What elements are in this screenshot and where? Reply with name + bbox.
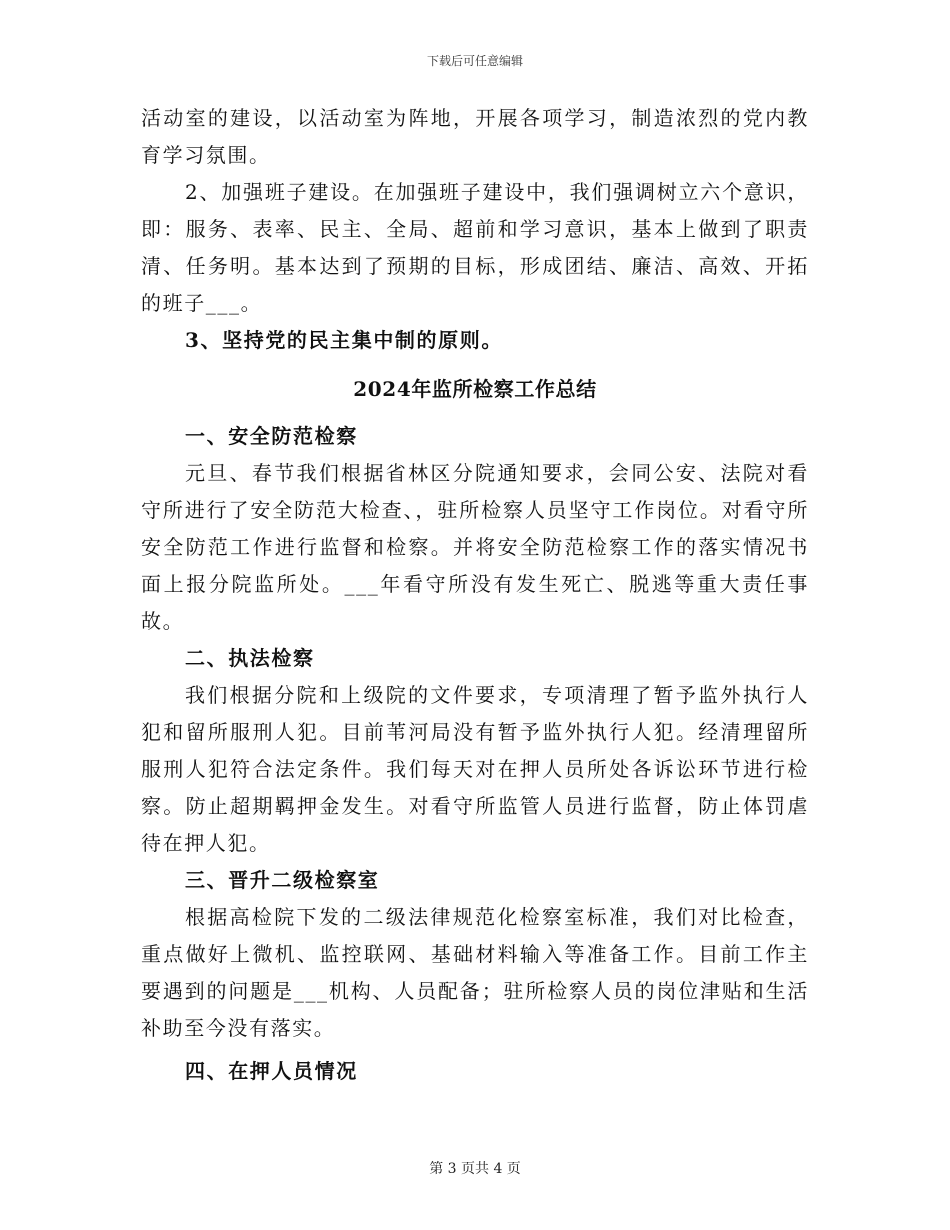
document-body [141, 100, 809, 1090]
document-title: 2024年监所检察工作总结 [353, 377, 597, 401]
section-heading-detainees: 四、在押人员情况 [185, 1059, 358, 1083]
section-heading-safety: 一、安全防范检察 [185, 424, 358, 448]
section-heading-upgrade: 三、晋升二级检察室 [185, 868, 380, 892]
paragraph-team-building: 2、加强班子建设。在加强班子建设中，我们强调树立六个意识，即：服务、表率、民主、全局、超前和学习意识，基本上做到了职责清、任务明。基本达到了预期的目标，形成团结、廉洁、高效、开拓的班子___。 [141, 180, 809, 315]
section-body-upgrade: 根据高检院下发的二级法律规范化检察室标准，我们对比检查，重点做好上微机、监控联网、基础材料输入等准备工作。目前工作主要遇到的问题是___机构、人员配备；驻所检察人员的岗位津贴和生活补助至今没有落实。 [141, 905, 809, 1040]
section-body-enforcement: 我们根据分院和上级院的文件要求，专项清理了暂予监外执行人犯和留所服刑人犯。目前苇河局没有暂予监外执行人犯。经清理留所服刑人犯符合法定条件。我们每天对在押人员所处各诉讼环节进行检察。防止超期羁押金发生。对看守所监管人员进行监督，防止体罚虐待在押人犯。 [141, 683, 809, 855]
paragraph-democratic-centralism: 3、坚持党的民主集中制的原则。 [185, 328, 503, 352]
section-heading-enforcement: 二、执法检察 [185, 646, 315, 670]
paragraph-continuation: 活动室的建设，以活动室为阵地，开展各项学习，制造浓烈的党内教育学习氛围。 [141, 106, 809, 167]
section-body-safety: 元旦、春节我们根据省林区分院通知要求，会同公安、法院对看守所进行了安全防范大检查、，驻所检察人员坚守工作岗位。对看守所安全防范工作进行监督和检察。并将安全防范检察工作的落实情况书面上报分院监所处。___年看守所没有发生死亡、脱逃等重大责任事故。 [141, 461, 809, 633]
page-header: 下载后可任意编辑 [426, 54, 523, 68]
page-footer: 第 3 页共 4 页 [429, 1161, 521, 1177]
